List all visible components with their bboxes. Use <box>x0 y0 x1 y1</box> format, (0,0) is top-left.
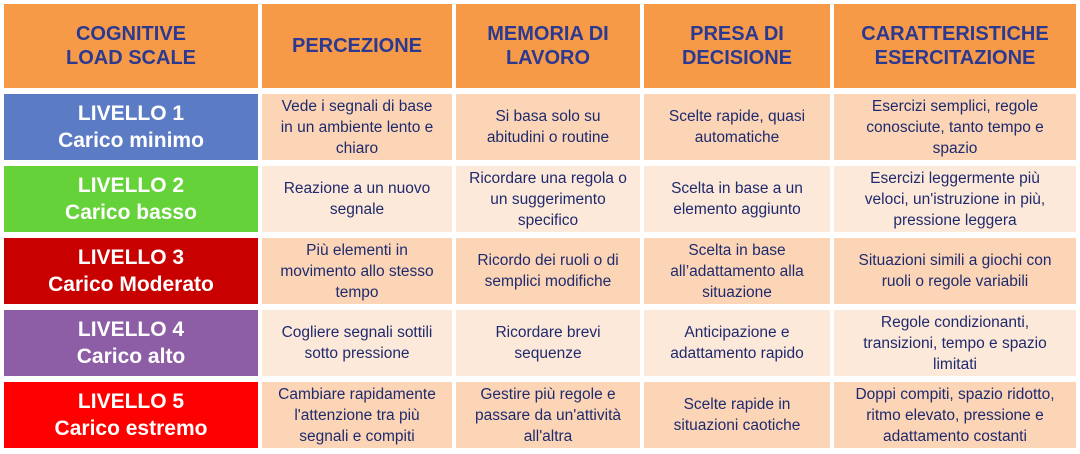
table-cell: Esercizi semplici, regole conosciute, tanto tempo e spazio <box>834 94 1076 160</box>
table-cell: Gestire più regole e passare da un'attività all'altra <box>456 382 640 448</box>
table-cell: Doppi compiti, spazio ridotto, ritmo elevato, pressione e adattamento costanti <box>834 382 1076 448</box>
table-cell: Più elementi in movimento allo stesso tempo <box>262 238 452 304</box>
table-cell: Ricordo dei ruoli o di semplici modifiche <box>456 238 640 304</box>
header-memoria: MEMORIA DI LAVORO <box>456 4 640 88</box>
cognitive-load-table <box>4 4 1076 448</box>
table-cell: Ricordare brevi sequenze <box>456 310 640 376</box>
table-cell: Reazione a un nuovo segnale <box>262 166 452 232</box>
table-cell: Scelta in base a un elemento aggiunto <box>644 166 830 232</box>
table-cell: Cogliere segnali sottili sotto pressione <box>262 310 452 376</box>
header-percezione: PERCEZIONE <box>262 4 452 88</box>
level-3-label: LIVELLO 3 Carico Moderato <box>4 238 258 304</box>
level-4-label: LIVELLO 4 Carico alto <box>4 310 258 376</box>
table-cell: Anticipazione e adattamento rapido <box>644 310 830 376</box>
table-cell: Scelte rapide, quasi automatiche <box>644 94 830 160</box>
table-cell: Situazioni simili a giochi con ruoli o regole variabili <box>834 238 1076 304</box>
table-cell: Vede i segnali di base in un ambiente lento e chiaro <box>262 94 452 160</box>
table-cell: Scelte rapide in situazioni caotiche <box>644 382 830 448</box>
level-2-label: LIVELLO 2 Carico basso <box>4 166 258 232</box>
header-decisione: PRESA DI DECISIONE <box>644 4 830 88</box>
table-cell: Ricordare una regola o un suggerimento specifico <box>456 166 640 232</box>
table-cell: Esercizi leggermente più veloci, un'istruzione in più, pressione leggera <box>834 166 1076 232</box>
header-cognitive-load-scale: COGNITIVE LOAD SCALE <box>4 4 258 88</box>
table-cell: Si basa solo su abitudini o routine <box>456 94 640 160</box>
table-cell: Cambiare rapidamente l'attenzione tra più segnali e compiti <box>262 382 452 448</box>
level-1-label: LIVELLO 1 Carico minimo <box>4 94 258 160</box>
table-cell: Scelta in base all’adattamento alla situazione <box>644 238 830 304</box>
header-esercitazione: CARATTERISTICHE ESERCITAZIONE <box>834 4 1076 88</box>
level-5-label: LIVELLO 5 Carico estremo <box>4 382 258 448</box>
table-cell: Regole condizionanti, transizioni, tempo e spazio limitati <box>834 310 1076 376</box>
